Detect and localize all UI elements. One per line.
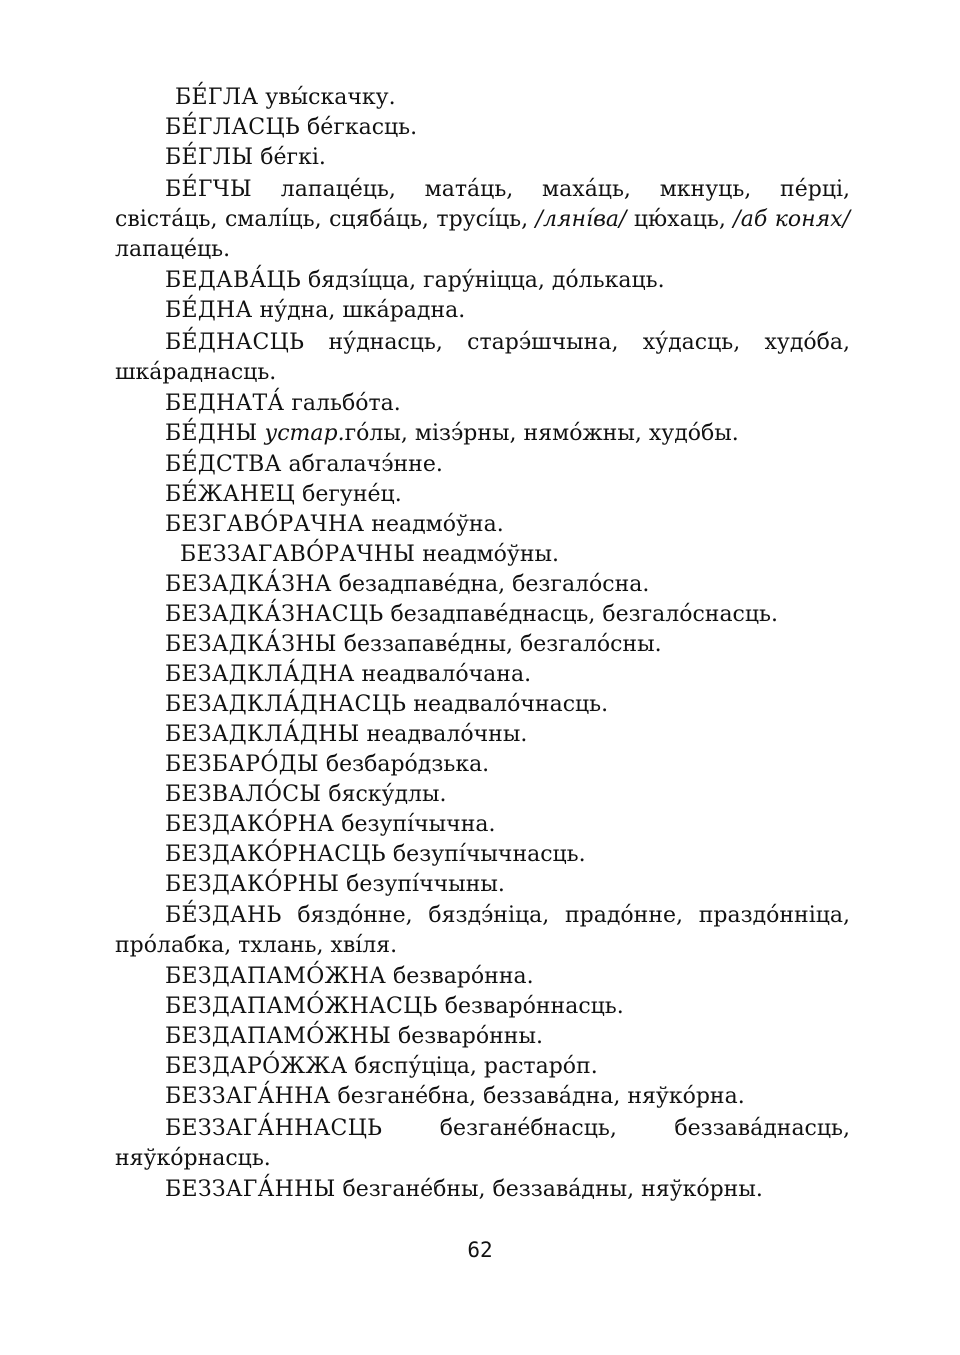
entry-definition: цю́хаць, xyxy=(626,207,726,232)
entry-definition: лапаце́ць, мата́ць, маха́ць, мкнуць, пе́рці, свіста́ць, смалі́ць, сцяба́ць, трусі́ць, xyxy=(115,177,850,232)
entry-headword: БЕЗДАРО́ЖЖА xyxy=(165,1054,348,1079)
dictionary-entry xyxy=(115,600,850,630)
entry-headword: БЕЗАДКЛА́ДНЫ xyxy=(165,722,360,747)
entry-definition: безупі́ччыны. xyxy=(339,872,505,897)
entry-definition: бяздо́нне, бяздэ́ніца, прадо́нне, праздо́нніца, про́лабка, тхлань, хві́ля. xyxy=(115,903,850,958)
dictionary-entry xyxy=(115,660,850,690)
entry-definition: безадпаве́днасць, безгало́снасць. xyxy=(383,602,778,627)
dictionary-entry xyxy=(115,840,850,870)
entry-definition: беззапаве́дны, безгало́сны. xyxy=(336,632,662,657)
entry-headword: БЕ́ГЧЫ xyxy=(165,177,252,202)
usage-note: /аб конях/ xyxy=(725,207,850,232)
dictionary-entry xyxy=(115,1114,850,1174)
entry-definition: безваро́нны. xyxy=(391,1024,543,1049)
dictionary-entry xyxy=(115,992,850,1022)
entry-definition: лапаце́ць. xyxy=(115,237,231,262)
dictionary-entry xyxy=(115,328,850,388)
entry-headword: БЕЗГАВО́РАЧНА xyxy=(165,512,365,537)
dictionary-entry xyxy=(115,901,850,961)
dictionary-entry xyxy=(115,1052,850,1082)
entry-headword: БЕ́ГЛА xyxy=(175,85,259,110)
entry-definition: безгане́бны, беззава́дны, няўко́рны. xyxy=(335,1177,763,1202)
entry-headword: БЕ́ДНЫ xyxy=(165,421,258,446)
dictionary-entry xyxy=(115,510,850,540)
entry-headword: БЕ́ГЛАСЦЬ xyxy=(165,115,301,140)
dictionary-entry xyxy=(115,570,850,600)
entry-definition: неадмо́ўны. xyxy=(415,542,560,567)
dictionary-entry xyxy=(115,296,850,326)
entry-headword: БЕЗЗАГА́ННА xyxy=(165,1084,331,1109)
entry-headword: БЕЗЗАГА́ННАСЦЬ xyxy=(165,1116,383,1141)
entry-headword: БЕ́ДСТВА xyxy=(165,452,282,477)
dictionary-entry xyxy=(115,83,850,113)
entry-definition: безупі́чычна. xyxy=(334,812,496,837)
dictionary-entry xyxy=(115,870,850,900)
dictionary-entry xyxy=(115,780,850,810)
dictionary-entry xyxy=(115,1082,850,1112)
entry-headword: БЕЗЗАГАВО́РАЧНЫ xyxy=(180,542,416,567)
entry-headword: БЕ́ЗДАНЬ xyxy=(165,903,282,928)
dictionary-entry xyxy=(115,419,850,449)
entry-headword: БЕДАВА́ЦЬ xyxy=(165,268,302,293)
entry-headword: БЕ́ДНАСЦЬ xyxy=(165,330,305,355)
dictionary-entry xyxy=(115,750,850,780)
usage-note: /ляні́ва/ xyxy=(528,207,627,232)
dictionary-entry xyxy=(115,450,850,480)
entry-definition: неадвало́чана. xyxy=(354,662,532,687)
entry-definition: бяспу́ціца, растаро́п. xyxy=(347,1054,598,1079)
entry-headword: БЕЗДАПАМО́ЖНАСЦЬ xyxy=(165,994,438,1019)
dictionary-entry xyxy=(115,540,850,570)
entry-definition: безваро́ннасць. xyxy=(437,994,624,1019)
entry-headword: БЕЗАДКЛА́ДНАСЦЬ xyxy=(165,692,407,717)
dictionary-entry xyxy=(115,690,850,720)
entry-headword: БЕЗДАПАМО́ЖНЫ xyxy=(165,1024,392,1049)
entry-headword: БЕЗДАКО́РНА xyxy=(165,812,335,837)
entry-definition: безбаро́дзька. xyxy=(318,752,490,777)
entry-definition: безгане́бна, беззава́дна, няўко́рна. xyxy=(330,1084,745,1109)
entry-headword: БЕДНАТА́ xyxy=(165,391,285,416)
entry-headword: БЕЗАДКА́ЗНА xyxy=(165,572,332,597)
entry-headword: БЕЗАДКА́ЗНАСЦЬ xyxy=(165,602,384,627)
entry-definition: абгалачэ́нне. xyxy=(281,452,443,477)
dictionary-entry xyxy=(115,630,850,660)
entry-definition: ну́дна, шка́радна. xyxy=(252,298,466,323)
entry-definition: безадпаве́дна, безгало́сна. xyxy=(331,572,650,597)
entry-headword: БЕЗДАПАМО́ЖНА xyxy=(165,964,387,989)
entry-definition: увы́скачку. xyxy=(258,85,396,110)
usage-note: устар. xyxy=(257,421,345,446)
entry-headword: БЕ́ГЛЫ xyxy=(165,145,254,170)
entry-definition: ну́днасць, стаpэ́шчына, ху́дасць, худо́ба, шка́раднасць. xyxy=(115,330,850,385)
entry-definition: гальбо́та. xyxy=(284,391,401,416)
dictionary-entry xyxy=(115,143,850,173)
dictionary-entry xyxy=(115,962,850,992)
dictionary-entry xyxy=(115,113,850,143)
entry-definition: безваро́нна. xyxy=(386,964,534,989)
entry-headword: БЕ́ДНА xyxy=(165,298,253,323)
entry-definition: бегуне́ц. xyxy=(295,482,402,507)
entry-definition: неадвало́чнасць. xyxy=(406,692,609,717)
dictionary-entry xyxy=(115,1175,850,1205)
dictionary-entry xyxy=(115,480,850,510)
entry-headword: БЕЗДАКО́РНАСЦЬ xyxy=(165,842,386,867)
entry-definition: бядзі́цца, гару́ніцца, до́лькаць. xyxy=(301,268,665,293)
dictionary-entry xyxy=(115,175,850,265)
entry-definition: безупі́чычнасць. xyxy=(385,842,586,867)
entry-definition: бяску́длы. xyxy=(321,782,447,807)
entry-definition: неадмо́ўна. xyxy=(364,512,504,537)
entry-headword: БЕ́ЖАНЕЦ xyxy=(165,482,296,507)
entry-headword: БЕЗЗАГА́ННЫ xyxy=(165,1177,336,1202)
entry-headword: БЕЗБАРО́ДЫ xyxy=(165,752,319,777)
entry-definition: бе́гкасць. xyxy=(300,115,418,140)
dictionary-entry xyxy=(115,389,850,419)
entry-definition: го́лы, мізэ́рны, нямо́жны, худо́бы. xyxy=(344,421,739,446)
dictionary-entry xyxy=(115,1022,850,1052)
entry-definition: безгане́бнасць, беззава́днасць, няўко́рнасць. xyxy=(115,1116,850,1171)
entry-headword: БЕЗВАЛО́СЫ xyxy=(165,782,322,807)
entry-definition: бе́гкі. xyxy=(253,145,326,170)
page-number: 62 xyxy=(467,1238,493,1262)
entry-definition: неадвало́чны. xyxy=(359,722,528,747)
dictionary-entry xyxy=(115,810,850,840)
dictionary-entry xyxy=(115,266,850,296)
entry-headword: БЕЗДАКО́РНЫ xyxy=(165,872,340,897)
entry-headword: БЕЗАДКЛА́ДНА xyxy=(165,662,355,687)
dictionary-entry xyxy=(115,720,850,750)
entry-headword: БЕЗАДКА́ЗНЫ xyxy=(165,632,337,657)
